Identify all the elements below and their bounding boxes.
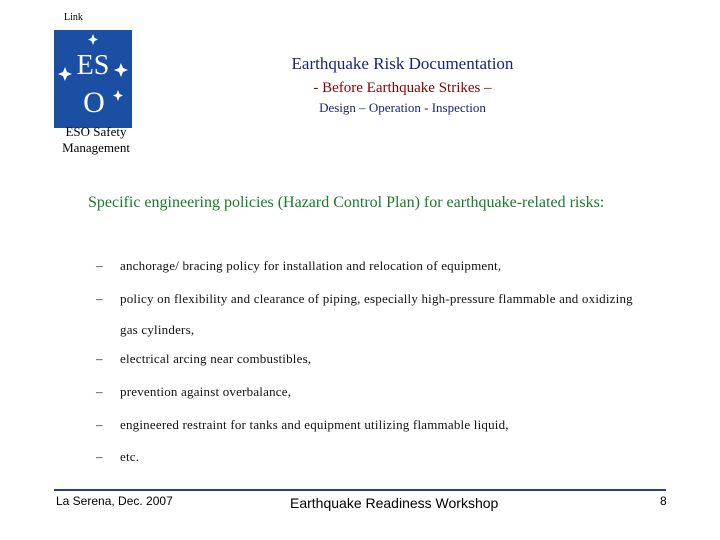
slide-title: Earthquake Risk Documentation: [291, 54, 514, 73]
list-item-text: etc.: [120, 449, 140, 464]
footer-date: La Serena, Dec. 2007: [56, 494, 173, 508]
list-item: [96, 441, 640, 472]
eso-logo: [54, 30, 132, 128]
list-item-text: prevention against overbalance,: [120, 384, 292, 399]
list-item: [96, 376, 640, 407]
page-number: 8: [660, 494, 667, 508]
bullet-marker: –: [96, 449, 103, 464]
intro-text: Specific engineering policies (Hazard Control Plan) for earthquake-related risks:: [88, 194, 605, 211]
logo-letters-top: ES: [76, 50, 110, 81]
bullet-marker: –: [96, 384, 103, 399]
bullet-marker: –: [96, 417, 103, 432]
footer-event: Earthquake Readiness Workshop: [290, 495, 499, 511]
list-item-text: engineered restraint for tanks and equipment utilizing flammable liquid,: [120, 417, 509, 432]
list-item-text: anchorage/ bracing policy for installation and relocation of equipment,: [120, 258, 502, 273]
bullet-marker: –: [96, 351, 103, 366]
slide-subtitle: - Before Earthquake Strikes –: [313, 80, 492, 96]
link-label[interactable]: Link: [64, 12, 83, 23]
list-item: [96, 250, 640, 281]
footer-divider: [54, 489, 666, 491]
list-item: [96, 283, 640, 345]
list-item: [96, 409, 640, 440]
slide-tagline: Design – Operation - Inspection: [319, 100, 486, 115]
bullet-marker: –: [96, 291, 103, 306]
list-item-text: policy on flexibility and clearance of piping, especially high-pressure flammable and oxidizing gas cylinders,: [120, 291, 633, 337]
bullet-marker: –: [96, 258, 103, 273]
logo-letters-bottom: O: [83, 86, 105, 119]
list-item: [96, 343, 640, 374]
org-label: ESO Safety Management: [62, 124, 130, 155]
list-item-text: electrical arcing near combustibles,: [120, 351, 312, 366]
